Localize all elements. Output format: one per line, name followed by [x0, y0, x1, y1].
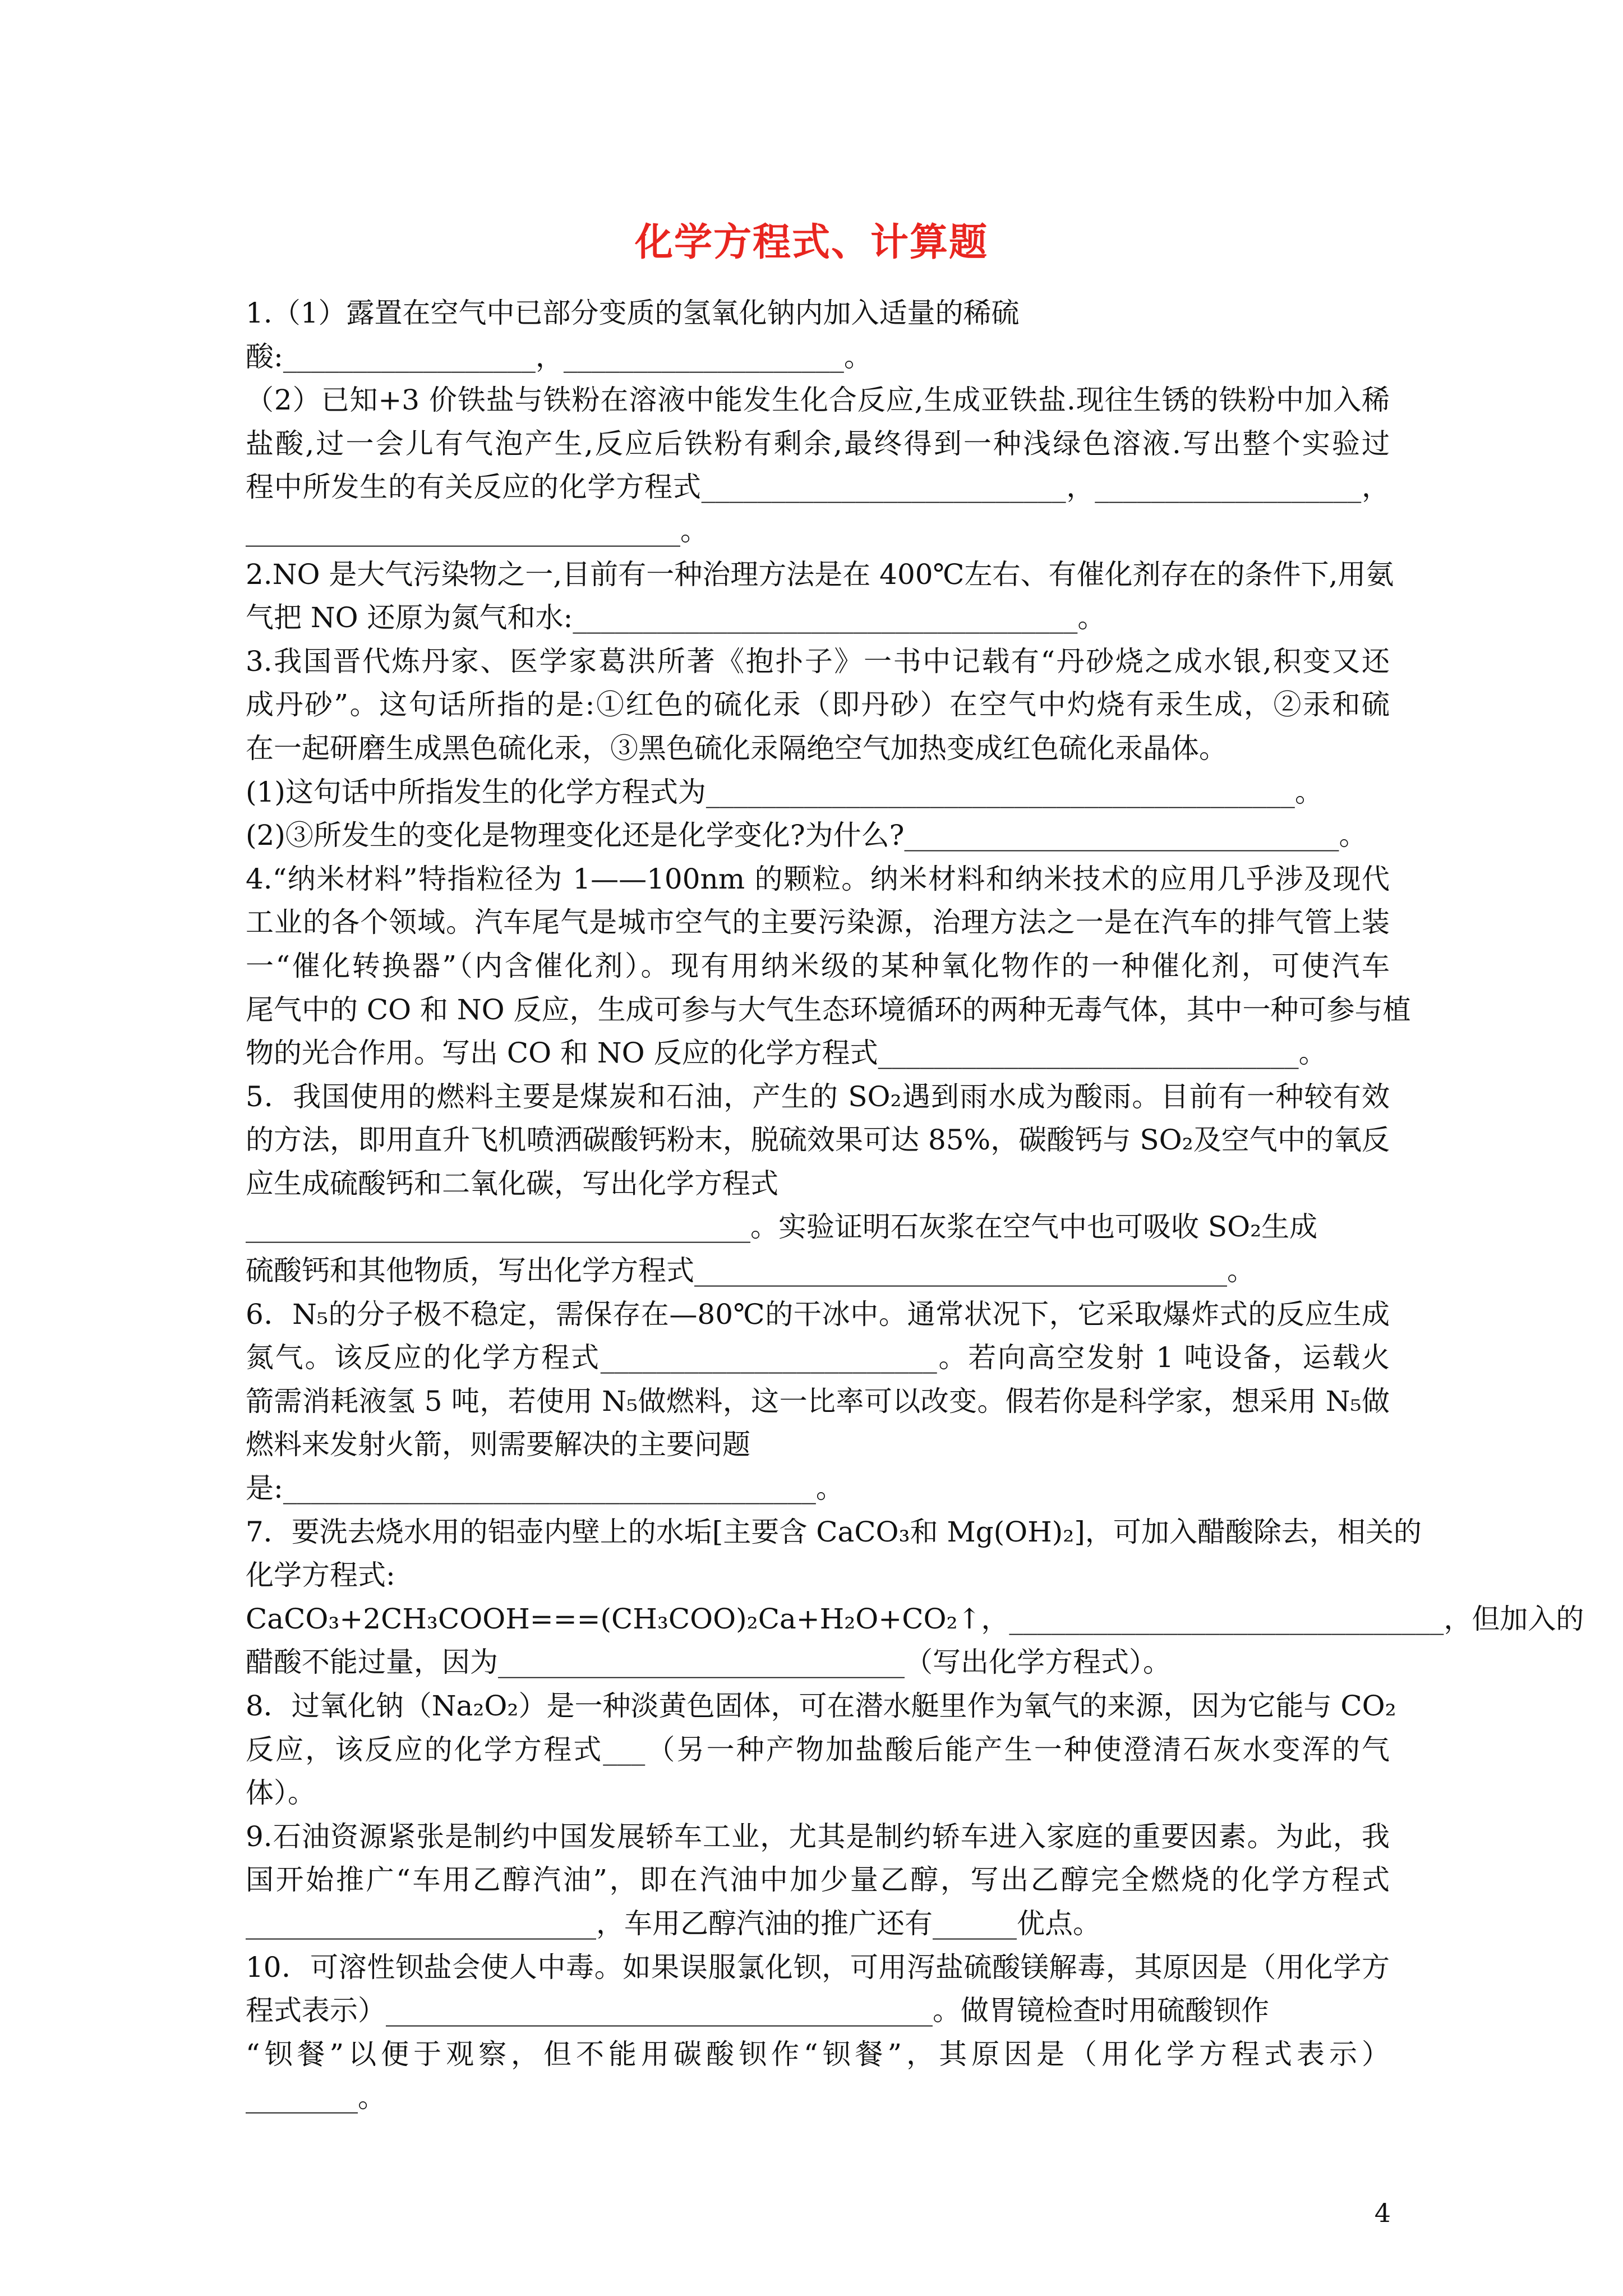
text-line: 程中所发生的有关反应的化学方程式__________________________，___________________， [246, 471, 1390, 504]
text-line: 硫酸钙和其他物质，写出化学方程式______________________________________。 [246, 1254, 1255, 1287]
text-line: 物的光合作用。写出 CO 和 NO 反应的化学方程式______________________________。 [246, 1037, 1327, 1070]
text-line: 化学方程式: [246, 1559, 395, 1592]
text-line: 程式表示）_______________________________________。做胃镜检查时用硫酸钡作 [246, 1994, 1269, 2027]
text-line: 9.石油资源紧张是制约中国发展轿车工业，尤其是制约轿车进入家庭的重要因素。为此，我 [246, 1820, 1390, 1853]
text-line: 1.（1）露置在空气中已部分变质的氢氧化钠内加入适量的稀硫 [246, 297, 1020, 329]
text-line: 应生成硫酸钙和二氧化碳，写出化学方程式 [246, 1167, 778, 1200]
page-title: 化学方程式、计算题 [634, 220, 988, 265]
text-line: 8．过氧化钠（Na₂O₂）是一种淡黄色固体，可在潜水艇里作为氧气的来源，因为它能与 CO₂ [246, 1690, 1396, 1722]
text-line: 成丹砂”。这句话所指的是:①红色的硫化汞（即丹砂）在空气中灼烧有汞生成，②汞和硫 [246, 688, 1390, 721]
text-line: 燃料来发射火箭，则需要解决的主要问题 [246, 1428, 750, 1461]
text-line: 酸:__________________，____________________。 [246, 340, 872, 373]
text-line: 国开始推广“车用乙醇汽油”，即在汽油中加少量乙醇，写出乙醇完全燃烧的化学方程式 [246, 1864, 1390, 1897]
text-line: 氮气。该反应的化学方程式________________________。若向高空发射 1 吨设备，运载火 [246, 1341, 1390, 1374]
text-line: 6．N₅的分子极不稳定，需保存在—80℃的干冰中。通常状况下，它采取爆炸式的反应生成 [246, 1297, 1390, 1331]
text-line: 在一起研磨生成黑色硫化汞，③黑色硫化汞隔绝空气加热变成红色硫化汞晶体。 [246, 731, 1227, 765]
text-line: 醋酸不能过量，因为_____________________________（写出化学方程式）。 [246, 1646, 1171, 1679]
text-line: ____________________________________。实验证明石灰浆在空气中也可吸收 SO₂生成 [246, 1211, 1318, 1244]
text-line: _______________________________。 [246, 514, 708, 547]
text-line: “钡餐”以便于观察，但不能用碳酸钡作“钡餐”，其原因是（用化学方程式表示） [246, 2037, 1390, 2070]
document-body [246, 292, 1584, 2120]
text-line: 一“催化转换器”（内含催化剂）。现有用纳米级的某种氧化物作的一种催化剂，可使汽车 [246, 949, 1390, 982]
text-line: 气把 NO 还原为氮气和水:____________________________________。 [246, 601, 1106, 634]
page-number: 4 [1374, 2198, 1391, 2228]
text-line: 10．可溶性钡盐会使人中毒。如果误服氯化钡，可用泻盐硫酸镁解毒，其原因是（用化学方 [246, 1950, 1390, 1984]
text-line: 5．我国使用的燃料主要是煤炭和石油，产生的 SO₂遇到雨水成为酸雨。目前有一种较有效 [246, 1080, 1390, 1113]
text-line: ________。 [246, 2081, 386, 2114]
text-line: 反应，该反应的化学方程式___（另一种产物加盐酸后能产生一种使澄清石灰水变浑的气 [246, 1733, 1390, 1766]
text-line: 体）。 [246, 1777, 316, 1810]
text-line: _________________________，车用乙醇汽油的推广还有______优点。 [246, 1907, 1101, 1940]
text-line: CaCO₃+2CH₃COOH===(CH₃COO)₂Ca+H₂O+CO₂↑，_______________________________，但加入的 [246, 1602, 1584, 1635]
text-line: 工业的各个领域。汽车尾气是城市空气的主要污染源，治理方法之一是在汽车的排气管上装 [246, 906, 1390, 939]
text-line: 是:______________________________________。 [246, 1472, 844, 1505]
text-line: 3.我国晋代炼丹家、医学家葛洪所著《抱扑子》一书中记载有“丹砂烧之成水银,积变又还 [246, 645, 1390, 678]
text-line: 尾气中的 CO 和 NO 反应，生成可参与大气生态环境循环的两种无毒气体，其中一种可参与植 [246, 993, 1411, 1026]
text-line: （2）已知+3 价铁盐与铁粉在溶液中能发生化合反应,生成亚铁盐.现往生锈的铁粉中加入稀 [246, 384, 1390, 417]
text-line: 盐酸,过一会儿有气泡产生,反应后铁粉有剩余,最终得到一种浅绿色溶液.写出整个实验过 [246, 427, 1390, 460]
text-line: 的方法，即用直升飞机喷洒碳酸钙粉末，脱硫效果可达 85%，碳酸钙与 SO₂及空气中的氧反 [246, 1124, 1390, 1157]
text-line: 7．要洗去烧水用的铝壶内壁上的水垢[主要含 CaCO₃和 Mg(OH)₂]，可加入醋酸除去，相关的 [246, 1515, 1422, 1548]
text-line: (2)③所发生的变化是物理变化还是化学变化?为什么?_______________________________。 [246, 819, 1367, 852]
text-line: 4.“纳米材料”特指粒径为 1——100nm 的颗粒。纳米材料和纳米技术的应用几乎涉及现代 [246, 862, 1390, 895]
text-line: 2.NO 是大气污染物之一,目前有一种治理方法是在 400℃左右、有催化剂存在的条件下,用氨 [246, 558, 1394, 591]
text-line: (1)这句话中所指发生的化学方程式为__________________________________________。 [246, 775, 1323, 808]
text-line: 箭需消耗液氢 5 吨，若使用 N₅做燃料，这一比率可以改变。假若你是科学家，想采用 N₅做 [246, 1384, 1390, 1418]
